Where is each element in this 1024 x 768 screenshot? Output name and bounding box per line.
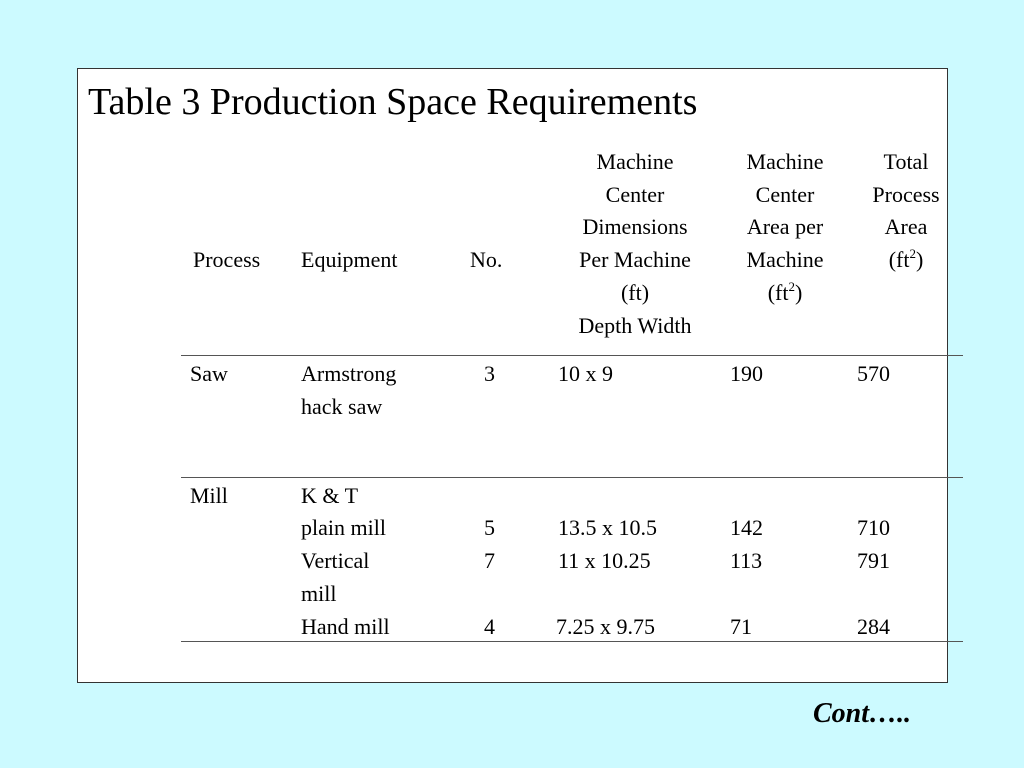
slide-title: Table 3 Production Space Requirements <box>88 81 698 123</box>
header-area-line3: Area per <box>746 214 824 239</box>
header-dims-line1: Machine <box>596 149 674 174</box>
cell-dims: 11 x 10.25 <box>558 548 651 573</box>
cell-no: 7 <box>484 548 495 573</box>
cell-total: 710 <box>857 515 890 540</box>
header-equipment: Equipment <box>301 247 398 272</box>
table-divider <box>181 641 963 642</box>
cell-equipment: Vertical <box>301 548 370 573</box>
table-divider <box>181 477 963 478</box>
cell-dims: 7.25 x 9.75 <box>556 614 655 639</box>
header-no: No. <box>470 247 503 272</box>
header-dims-line6: Depth Width <box>578 313 692 338</box>
header-area-line1: Machine <box>746 149 824 174</box>
header-dims-line4: Per Machine <box>579 247 691 272</box>
cell-area: 190 <box>730 361 763 386</box>
header-area-unit: $(ft^2)$ <box>767 279 803 305</box>
cell-no: 3 <box>484 361 495 386</box>
header-area-line4: Machine <box>746 247 824 272</box>
header-dims-line5: (ft) <box>620 280 650 305</box>
header-dims-line3: Dimensions <box>582 214 688 239</box>
header-total-line1: Total <box>883 149 929 174</box>
table-divider <box>181 355 963 356</box>
cell-dims: 10 x 9 <box>558 361 613 386</box>
cell-equipment-cont: hack saw <box>301 394 383 419</box>
cell-equipment: plain mill <box>301 515 386 540</box>
header-area-line2: Center <box>755 182 815 207</box>
cell-equipment-cont: mill <box>301 581 337 606</box>
cell-no: 5 <box>484 515 495 540</box>
cell-equipment-group: K & T <box>301 483 359 508</box>
header-process: Process <box>193 247 261 272</box>
cell-area: 142 <box>730 515 763 540</box>
header-total-line3: Area <box>884 214 928 239</box>
cell-process: Saw <box>190 361 228 386</box>
cell-equipment: Armstrong <box>301 361 397 386</box>
header-total-unit: $(ft^2)$ <box>888 246 924 272</box>
header-dims-line2: Center <box>605 182 665 207</box>
cell-total: 791 <box>857 548 890 573</box>
cell-process: Mill <box>190 483 228 508</box>
cell-area: 71 <box>730 614 752 639</box>
header-total-line2: Process <box>872 182 940 207</box>
cell-no: 4 <box>484 614 495 639</box>
cell-total: 570 <box>857 361 890 386</box>
cell-total: 284 <box>857 614 890 639</box>
continued-label: Cont….. <box>813 698 912 729</box>
cell-dims: 13.5 x 10.5 <box>558 515 657 540</box>
cell-area: 113 <box>730 548 763 573</box>
cell-equipment: Hand mill <box>301 614 390 639</box>
